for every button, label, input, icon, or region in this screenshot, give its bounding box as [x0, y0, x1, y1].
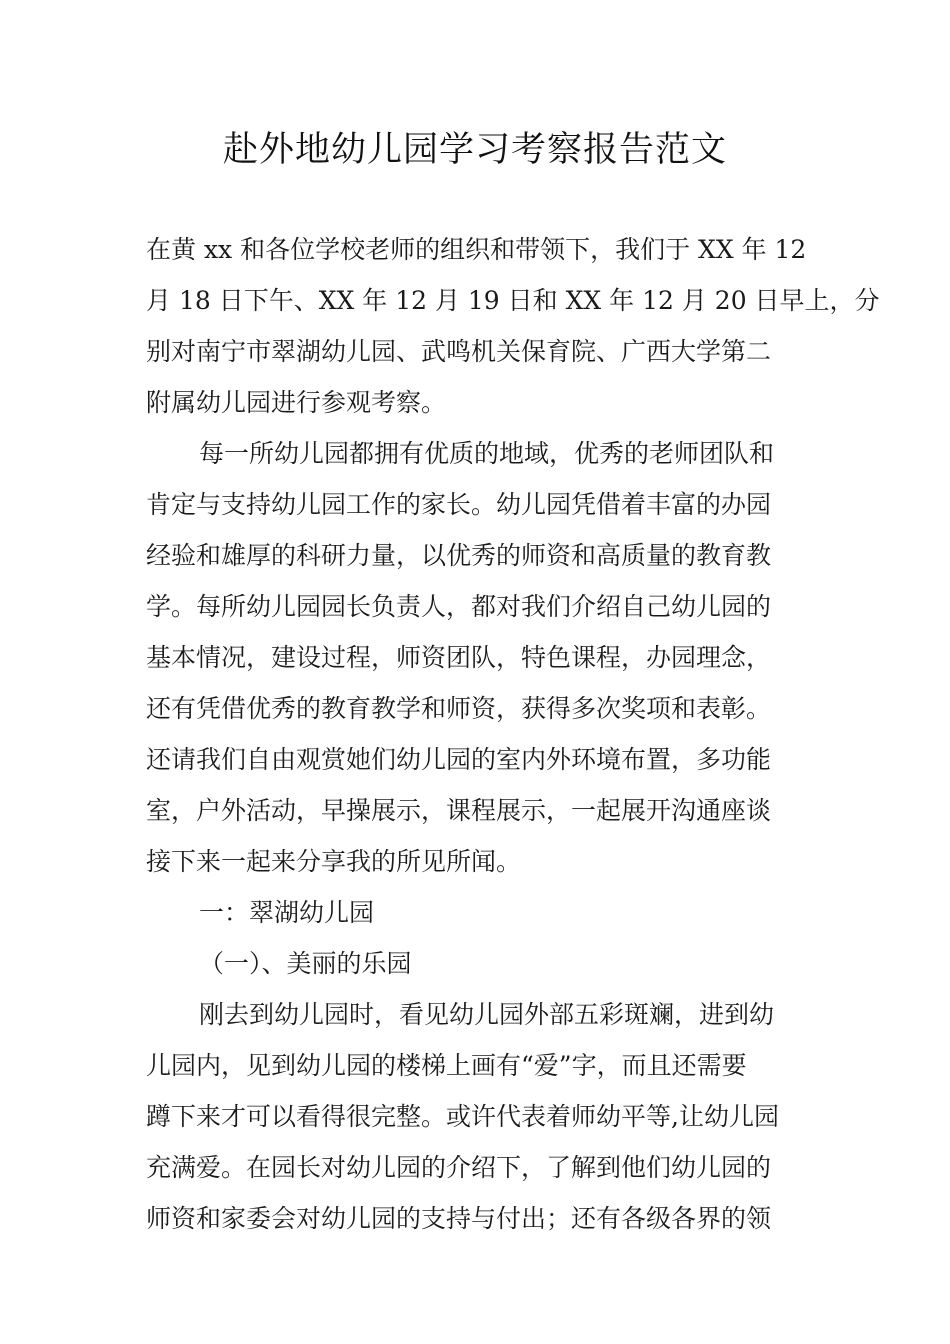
- paragraph-line: 刚去到幼儿园时，看见幼儿园外部五彩斑斓，进到幼: [199, 1000, 775, 1029]
- paragraph-line: 充满爱。在园长对幼儿园的介绍下，了解到他们幼儿园的: [146, 1153, 772, 1182]
- paragraph-line: 还请我们自由观赏她们幼儿园的室内外环境布置，多功能: [146, 745, 772, 774]
- document-body: [146, 224, 880, 1244]
- paragraph-line: 蹲下来才可以看得很完整。或许代表着师幼平等,让幼儿园: [146, 1102, 779, 1131]
- document-title: 赴外地幼儿园学习考察报告范文: [222, 130, 727, 170]
- paragraph-line: 别对南宁市翠湖幼儿园、武鸣机关保育院、广西大学第二: [146, 337, 772, 366]
- paragraph-line: 每一所幼儿园都拥有优质的地域，优秀的老师团队和: [199, 439, 775, 468]
- paragraph-line: 儿园内，见到幼儿园的楼梯上画有“爱”字，而且还需要: [146, 1051, 747, 1080]
- section-heading: 一：翠湖幼儿园: [199, 898, 375, 927]
- paragraph-line: 在黄 xx 和各位学校老师的组织和带领下，我们于 XX 年 12: [146, 235, 807, 264]
- paragraph-line: 学。每所幼儿园园长负责人，都对我们介绍自己幼儿园的: [146, 592, 772, 621]
- paragraph-line: 室，户外活动，早操展示，课程展示，一起展开沟通座谈: [146, 796, 772, 825]
- subsection-heading: （一）、美丽的乐园: [199, 949, 412, 978]
- paragraph-line: 师资和家委会对幼儿园的支持与付出；还有各级各界的领: [146, 1204, 772, 1233]
- paragraph-line: 接下来一起来分享我的所见所闻。: [146, 847, 522, 876]
- paragraph-line: 月 18 日下午、XX 年 12 月 19 日和 XX 年 12 月 20 日早上，分: [146, 286, 880, 315]
- paragraph-line: 肯定与支持幼儿园工作的家长。幼儿园凭借着丰富的办园: [146, 490, 772, 519]
- paragraph-line: 经验和雄厚的科研力量，以优秀的师资和高质量的教育教: [146, 541, 772, 570]
- paragraph-line: 附属幼儿园进行参观考察。: [146, 388, 447, 417]
- paragraph-line: 基本情况，建设过程，师资团队，特色课程，办园理念，: [146, 643, 772, 672]
- paragraph-line: 还有凭借优秀的教育教学和师资，获得多次奖项和表彰。: [146, 694, 772, 723]
